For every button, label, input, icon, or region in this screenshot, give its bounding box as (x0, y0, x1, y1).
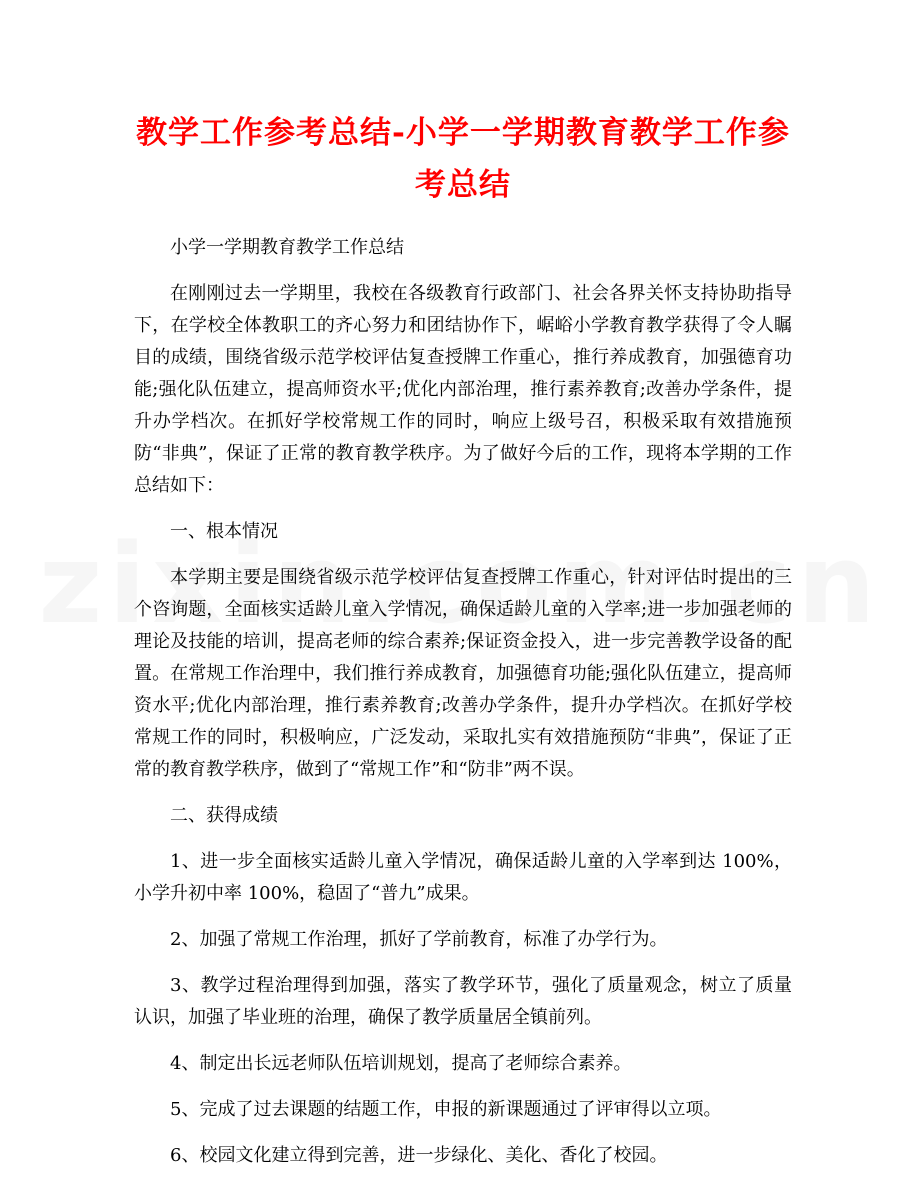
document-title: 教学工作参考总结-小学一学期教育教学工作参考总结 (136, 115, 790, 203)
result-item-5: 5、完成了过去课题的结题工作，申报的新课题通过了评审得以立项。 (170, 1099, 722, 1120)
result-item-4: 4、制定出长远老师队伍培训规划，提高了老师综合素养。 (170, 1053, 632, 1074)
basic-paragraph: 本学期主要是围绕省级示范学校评估复查授牌工作重心，针对评估时提出的三个咨询题，全面核实适龄儿童入学情况，确保适龄儿童的入学率;进一步加强老师的理论及技能的培训，提高老师的综合素养;保证资金投入，进一步完善教学设备的配置。在常规工作治理中，我们推行养成教育，加强德育功能;强化队伍建立，提高师资水平;优化内部治理，推行素养教育;改善办学条件，提升办学档次。在抓好学校常规工作的同时，积极响应，广泛发动，采取扎实有效措施预防“非典”，保证了正常的教育教学秩序，做到了“常规工作”和“防非”两不误。 (134, 567, 792, 780)
section-heading-basic: 一、根本情况 (170, 521, 278, 542)
intro-paragraph: 在刚刚过去一学期里，我校在各级教育行政部门、社会各界关怀支持协助指导下，在学校全体教职工的齐心努力和团结协作下，崌峪小学教育教学获得了令人瞩目的成绩，围绕省级示范学校评估复查授牌工作重心，推行养成教育，加强德育功能;强化队伍建立，提高师资水平;优化内部治理，推行素养教育;改善办学条件，提升办学档次。在抓好学校常规工作的同时，响应上级号召，积极采取有效措施预防“非典”，保证了正常的教育教学秩序。为了做好今后的工作，现将本学期的工作总结如下： (134, 283, 792, 496)
result-item-3: 3、教学过程治理得到加强，落实了教学环节，强化了质量观念，树立了质量认识，加强了毕业班的治理，确保了教学质量居全镇前列。 (134, 975, 792, 1028)
section-heading-results: 二、获得成绩 (170, 805, 278, 826)
result-item-1: 1、进一步全面核实适龄儿童入学情况，确保适龄儿童的入学率到达 100%，小学升初中率 100%，稳固了“普九”成果。 (134, 851, 792, 904)
result-item-2: 2、加强了常规工作治理，抓好了学前教育，标准了办学行为。 (170, 929, 668, 950)
result-item-6: 6、校园文化建立得到完善，进一步绿化、美化、香化了校园。 (170, 1145, 668, 1166)
document-body (134, 232, 792, 1172)
section-subtitle: 小学一学期教育教学工作总结 (170, 237, 404, 258)
